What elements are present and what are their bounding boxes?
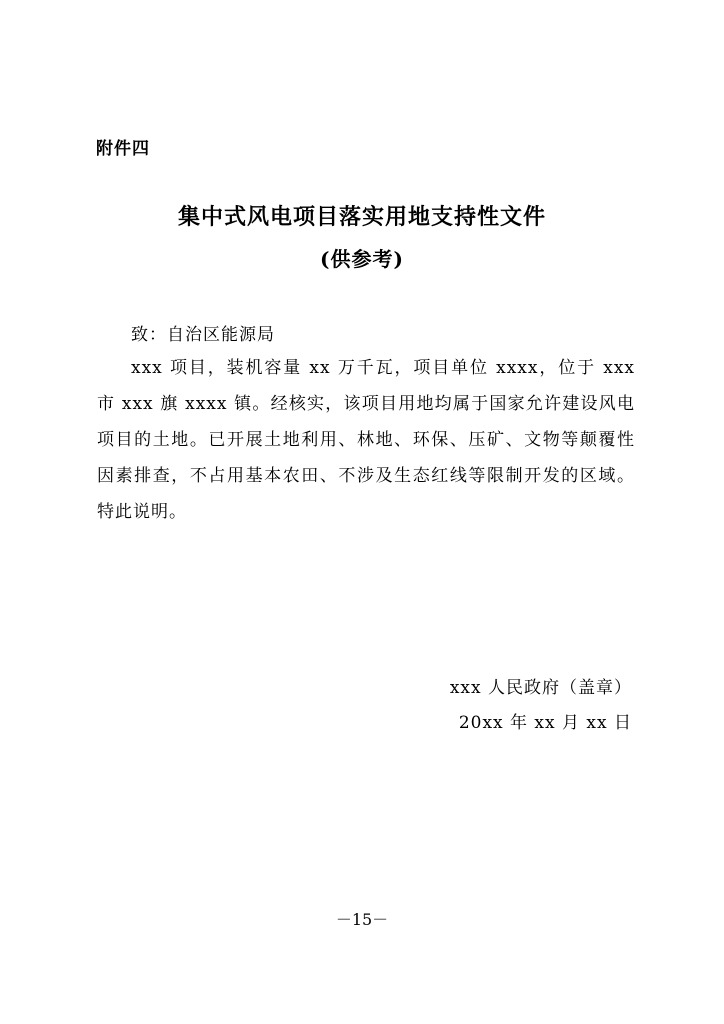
salutation: 致：自治区能源局 bbox=[131, 325, 275, 345]
document-subtitle: (供参考) bbox=[320, 247, 404, 271]
attachment-label: 附件四 bbox=[96, 139, 150, 159]
document-title: 集中式风电项目落实用地支持性文件 bbox=[177, 204, 546, 230]
document-date: 20xx 年 xx 月 xx 日 bbox=[458, 713, 632, 733]
signer-seal: xxx 人民政府（盖章） bbox=[449, 678, 632, 698]
body-paragraph: xxx 项目，装机容量 xx 万千瓦，项目单位 xxxx，位于 xxx 市 xxx 旗 xxxx 镇。经核实，该项目用地均属于国家允许建设风电项目的土地。已开展土地利用、林地、环保、压矿、文物等颠覆性因素排查，不占用基本农田、不涉及生态红线等限制开发的区域。特此说明。 bbox=[97, 358, 635, 522]
page-number: －15－ bbox=[335, 910, 389, 929]
